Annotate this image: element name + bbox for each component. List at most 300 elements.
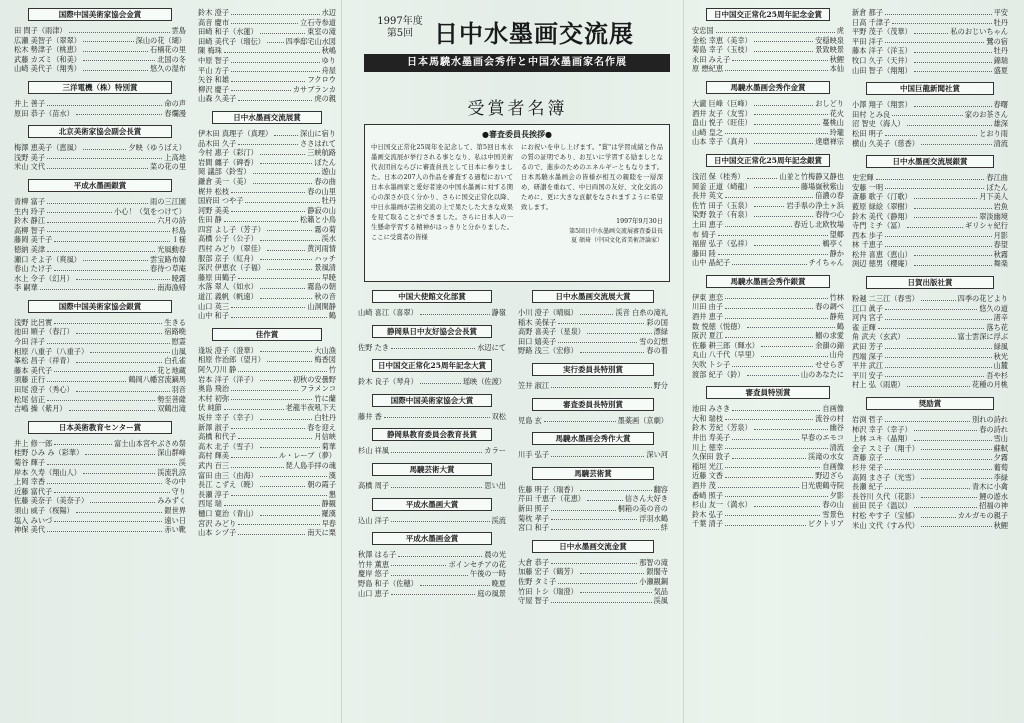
award-entry <box>14 245 186 255</box>
work-title: 三峡航路 <box>307 148 336 158</box>
work-title: 招福の神 <box>979 501 1008 511</box>
award-entry <box>198 56 336 66</box>
leader-dots <box>90 347 169 354</box>
winner-name: 福留 弘子（弘祥） <box>692 239 752 249</box>
award-entry <box>198 37 336 47</box>
work-title: フクロウ <box>307 75 336 85</box>
leader-dots <box>754 137 813 144</box>
winner-name: 山崎 皇之 <box>692 127 724 137</box>
work-title: 春近し北欧牧場 <box>793 219 844 229</box>
work-title: 初秋の安曇野 <box>292 374 336 384</box>
winner-name: 平川 安子 <box>852 370 884 380</box>
leader-dots <box>260 148 305 155</box>
work-title: ぼたん <box>314 157 336 167</box>
winner-name: 浅沼 保（桂秀） <box>692 171 745 181</box>
work-title: 安穏映泉 <box>815 35 844 45</box>
leader-dots <box>83 255 148 262</box>
leader-dots <box>47 226 170 233</box>
award-entry <box>518 558 668 568</box>
leader-dots <box>231 18 298 25</box>
leader-dots <box>47 162 148 169</box>
work-title: 牡丹 <box>993 46 1008 56</box>
winner-name: 青柳 富子 <box>14 196 46 206</box>
award-entry <box>198 480 336 490</box>
award-entry <box>852 511 1008 521</box>
award-entry <box>852 444 1008 454</box>
work-title: 花種の月桃 <box>972 380 1008 390</box>
award-entry <box>518 318 668 328</box>
winner-name: 西本 歩子 <box>852 230 884 240</box>
award-entry <box>198 85 336 95</box>
work-title: せせらぎ <box>815 360 844 370</box>
work-title: 春の調べ <box>815 302 844 312</box>
award-entry <box>852 56 1008 66</box>
award-title: 実行委員長特別賞 <box>532 363 654 376</box>
winner-name: 粉越 二三江（春雪） <box>852 294 919 304</box>
leader-dots <box>260 292 313 299</box>
award-entry <box>14 143 186 153</box>
work-title: 深い河 <box>646 450 668 460</box>
leader-dots <box>732 452 806 459</box>
work-title: 私のおじいちゃん <box>950 27 1008 37</box>
winner-name: 佐野 たき <box>358 342 390 352</box>
award-entry <box>692 201 844 211</box>
winner-name: 平野 茂子（茂華） <box>852 27 912 37</box>
leader-dots <box>76 274 170 281</box>
winner-name: 鈴木 弘子 <box>692 509 724 519</box>
winner-name: 大瀧 巨峰（巨峰） <box>692 98 752 108</box>
award-entry <box>692 322 844 332</box>
winner-name: 岩渕 哲子 <box>852 415 884 424</box>
winner-name: 井上 善子 <box>14 98 46 108</box>
leader-dots <box>725 128 828 135</box>
leader-dots <box>725 302 813 309</box>
award-section <box>358 428 506 456</box>
leader-dots <box>732 55 827 62</box>
work-title: 慰霊 <box>171 337 186 347</box>
leader-dots <box>725 331 813 338</box>
leader-dots <box>54 439 112 446</box>
winner-name: 藍原 緑絵（翠樹） <box>852 201 912 211</box>
leader-dots <box>914 501 977 508</box>
work-title: 春待つ草庵 <box>150 264 186 274</box>
award-entry <box>198 499 336 509</box>
winner-name: 川上 徳幸 <box>692 442 724 452</box>
award-entry <box>692 293 844 303</box>
award-entry <box>198 423 336 433</box>
leader-dots <box>238 519 319 526</box>
leader-dots <box>260 158 313 165</box>
award-entry <box>198 158 336 168</box>
award-entry <box>852 492 1008 502</box>
winner-name: 樋口 寛治（青山） <box>198 508 258 518</box>
work-title: 静苑 <box>829 312 844 322</box>
work-title: 彩の国 <box>646 317 668 327</box>
winner-name: 慶岸 悠子 <box>358 569 390 579</box>
winner-name: 佐藤 美奈子（美奈子） <box>14 496 89 506</box>
work-title: 上高地 <box>164 152 186 162</box>
work-title: 小心！（気をつけて） <box>114 206 186 216</box>
award-entry <box>14 525 186 535</box>
award-title: 国際中国美術家協会銀賞 <box>28 300 172 313</box>
leader-dots <box>391 560 446 567</box>
winner-name: 藤岡 美千子 <box>14 235 53 245</box>
leader-dots <box>54 487 169 494</box>
winner-name: 新倉 都子 <box>852 8 884 17</box>
winner-name: 深沢 伊恵衣（子福） <box>198 263 265 273</box>
work-title: 羅漢 <box>321 508 336 518</box>
award-entry <box>198 8 336 18</box>
work-title: 吾や杉 <box>986 370 1008 380</box>
leader-dots <box>85 448 155 455</box>
winner-name: 菊谷 輝子 <box>14 458 46 467</box>
leader-dots <box>267 355 312 362</box>
work-title: 鯉の遊水 <box>979 491 1008 501</box>
work-title: 舟屋 <box>321 65 336 75</box>
work-title: 別れの詩れ <box>972 415 1008 424</box>
work-title: 自画像 <box>822 404 844 414</box>
leader-dots <box>754 182 799 189</box>
winner-name: 酒井 恵子 <box>692 312 724 322</box>
winner-name: 原 懋紀恵 <box>692 64 724 74</box>
leader-dots <box>914 425 977 432</box>
award-title: 日中水墨画交流展大賞 <box>532 290 654 303</box>
leader-dots <box>231 206 305 213</box>
winner-name: 峯松 昌子（祥青） <box>14 356 74 366</box>
leader-dots <box>231 461 284 468</box>
work-title: 虎 <box>836 26 844 35</box>
leader-dots <box>253 177 313 184</box>
winner-name: 国府田 つや子 <box>198 196 244 206</box>
award-entry <box>358 589 506 599</box>
winner-name: 田 問子（雨津） <box>14 26 67 35</box>
leader-dots <box>260 442 320 449</box>
award-entry <box>358 550 506 560</box>
award-entry <box>852 119 1008 129</box>
award-entry <box>852 415 1008 425</box>
award-entry <box>358 481 506 491</box>
work-title: 春待つ心 <box>815 210 844 220</box>
award-section <box>518 398 668 426</box>
leader-dots <box>725 462 820 469</box>
award-entry <box>518 416 668 426</box>
work-title: 雲島 <box>171 26 186 35</box>
award-entry <box>198 225 336 235</box>
winner-name: 藤田 陸 <box>692 248 716 258</box>
award-section <box>852 397 1008 530</box>
work-title: 六月の詩 <box>157 216 186 226</box>
work-title: フラメンコ <box>300 384 336 394</box>
leader-dots <box>885 482 970 489</box>
leader-dots <box>725 519 806 526</box>
award-entry <box>692 36 844 46</box>
work-title: 悠久の道 <box>979 303 1008 313</box>
winner-name: 高音 慶市 <box>198 17 230 27</box>
work-title: 瑶映（佐渡） <box>462 377 506 387</box>
work-title: 竹に蘭 <box>314 393 336 403</box>
column-6 <box>852 8 1008 537</box>
winner-name: 藤本 洋子（洋玉） <box>852 46 912 56</box>
leader-dots <box>47 395 155 402</box>
work-title: 春を迎え <box>307 422 336 432</box>
winner-name: 松尾 信正 <box>14 394 46 404</box>
work-title: 雪の幻想 <box>639 336 668 346</box>
award-entry <box>198 490 336 500</box>
leader-dots <box>716 26 835 33</box>
work-title: 深山の花（瑚） <box>135 35 186 45</box>
work-title: 渓風 <box>653 596 668 606</box>
leader-dots <box>885 8 992 15</box>
work-title: 午後の一時 <box>470 569 506 579</box>
award-entry <box>692 45 844 55</box>
leader-dots <box>580 567 645 574</box>
winner-name: 牧口 久子（天井） <box>852 55 912 65</box>
winner-name: 相原 作治郎（望月） <box>198 355 265 365</box>
award-entry <box>14 109 186 119</box>
leader-dots <box>69 26 170 33</box>
leader-dots <box>245 196 319 203</box>
leader-dots <box>47 245 155 252</box>
work-title: 羽音 <box>171 385 186 395</box>
award-section <box>14 125 186 172</box>
award-entry <box>692 128 844 138</box>
winner-name: 雀 正輝 <box>852 322 876 332</box>
winner-name: 山口 英三 <box>198 301 230 311</box>
winner-name: 佐竹 田子（玉泉） <box>692 200 752 210</box>
award-entry <box>852 259 1008 269</box>
column-2 <box>198 8 336 545</box>
work-title: 秋鯉 <box>829 54 844 64</box>
winner-name: 桂野 ひみ み（彩華） <box>14 448 84 458</box>
leader-dots <box>238 94 312 101</box>
award-entry <box>692 443 844 453</box>
award-entry <box>198 94 336 104</box>
award-entry <box>692 172 844 182</box>
work-title: 雪景色 <box>822 509 844 519</box>
award-entry <box>14 506 186 516</box>
work-title: チイちゃん <box>808 258 844 268</box>
award-entry <box>14 255 186 265</box>
winner-name: 須山 威子（桜陽） <box>14 505 74 515</box>
leader-dots <box>914 46 992 53</box>
award-title: 奨励賞 <box>866 397 994 410</box>
work-title: 鰯の求愛 <box>815 331 844 341</box>
award-entry <box>14 274 186 284</box>
award-section <box>518 432 668 460</box>
leader-dots <box>238 528 305 535</box>
winner-name: 高岡 まさ子（光雪） <box>852 472 919 482</box>
award-entry <box>14 55 186 65</box>
winner-name: 安忠国 <box>692 26 714 35</box>
award-title: 日賀出版社賞 <box>866 276 994 289</box>
work-title: 四季邸宅山水図 <box>285 36 336 46</box>
award-entry <box>692 230 844 240</box>
leader-dots <box>558 318 644 325</box>
leader-dots <box>47 477 162 484</box>
winner-name: 水落 翠人（如水） <box>198 282 258 292</box>
award-entry <box>198 66 336 76</box>
winner-name: 小川 澄子（晴風） <box>518 308 578 317</box>
award-title: 馬驍芸術賞 <box>532 467 654 480</box>
work-title: 渓流乳涼 <box>157 467 186 477</box>
leader-dots <box>754 118 821 125</box>
work-title: 深山群峰 <box>157 448 186 458</box>
award-entry <box>14 197 186 207</box>
award-section <box>692 386 844 529</box>
winner-name: 藤井 香 <box>358 411 382 421</box>
leader-dots <box>83 64 148 71</box>
leader-dots <box>231 394 312 401</box>
award-entry <box>852 202 1008 212</box>
work-title: 竹 <box>328 365 336 374</box>
work-title: 暁霧 <box>171 273 186 283</box>
work-title: 赤い靴 <box>164 525 186 535</box>
work-title: 庭の風景 <box>477 588 506 598</box>
leader-dots <box>54 318 162 325</box>
leader-dots <box>885 453 992 460</box>
leader-dots <box>876 173 985 180</box>
leader-dots <box>47 458 177 465</box>
award-entry <box>198 46 336 56</box>
leader-dots <box>76 109 163 116</box>
award-entry <box>14 99 186 109</box>
award-title: 審査委員長特別賞 <box>532 398 654 411</box>
winner-name: 金子 スミ子（翔千） <box>852 443 919 453</box>
work-title: 四季の花どより <box>957 294 1008 304</box>
award-entry <box>692 350 844 360</box>
work-title: 春江曲 <box>986 173 1008 183</box>
award-title: 国際中国美術家協会金賞 <box>28 8 172 21</box>
award-entry <box>198 365 336 375</box>
work-title: 富士山本宮やぶさめ祭 <box>114 438 186 448</box>
header-year: 1997年度 <box>377 16 423 27</box>
award-entry <box>852 482 1008 492</box>
work-title: 蔓桃山 <box>822 118 844 128</box>
award-entry <box>852 173 1008 183</box>
award-entry <box>14 337 186 347</box>
winner-name: 長瀬 淳子 <box>198 489 230 499</box>
award-title: 馬驍水墨画会秀作大賞 <box>532 432 654 445</box>
winner-name: 伏 純節 <box>198 403 222 413</box>
award-entry <box>692 118 844 128</box>
leader-dots <box>725 491 828 498</box>
winner-name: 徳納 美津 <box>14 244 46 254</box>
leader-dots <box>231 311 327 318</box>
award-entry <box>198 413 336 423</box>
winner-name: 村松 やす子（宝郁） <box>852 510 919 520</box>
leader-dots <box>260 346 313 353</box>
work-title: 遊山 <box>321 167 336 177</box>
work-title: 富士雲深に浮ぶ <box>957 332 1008 342</box>
award-section <box>692 154 844 268</box>
leader-dots <box>47 153 162 160</box>
winner-name: 浅野 美子 <box>14 152 46 162</box>
award-section <box>14 81 186 118</box>
winner-name: 高木 北子（雪子） <box>198 441 258 451</box>
winner-name: 佐藤 耕三郎（輝水） <box>692 340 759 350</box>
award-entry <box>692 191 844 201</box>
leader-dots <box>391 446 482 453</box>
award-section <box>14 300 186 414</box>
leader-dots <box>580 587 652 594</box>
work-title: 菊華 <box>321 441 336 451</box>
work-title: 菜の花の里 <box>150 162 186 172</box>
leader-dots <box>921 492 977 499</box>
award-entry <box>692 360 844 370</box>
leader-dots <box>885 231 992 238</box>
greeting-text-right <box>521 143 663 245</box>
award-title: 平成水墨画銀賞 <box>28 179 172 192</box>
work-title: 蘇軾 <box>993 443 1008 453</box>
leader-dots <box>551 558 637 565</box>
leader-dots <box>580 485 652 492</box>
award-entry <box>14 26 186 36</box>
work-title: 朝の霞子 <box>307 480 336 490</box>
winner-name: 高野 喜美子（星泉） <box>518 327 585 337</box>
work-title: 緑風 <box>993 342 1008 352</box>
award-section <box>14 421 186 535</box>
leader-dots <box>907 332 956 339</box>
leader-dots <box>885 361 992 368</box>
greeting-text-left: 中日国交正常化25周年を記念して、第5回日本水墨画交流展が挙行される事となり、私は中国美術代表団員ならびに審査員長として日本に参りました。日本の207人の作品を審査する過程において日本水墨画家と愛好者達の中国水墨画に対する関心の深さが良く分かり、さらに国交正常化以降、中日水墨画が芸術交流の上で果たした大きな成果を見て取ることができました。さらに日本人の一生懸命学習する精神がはっきりと分かりました。ここに受賞者の皆様 <box>371 144 513 241</box>
winner-name: 山田 智子（翔翔） <box>852 65 912 75</box>
leader-dots <box>551 504 616 511</box>
award-entry <box>692 462 844 472</box>
leader-dots <box>90 496 155 503</box>
winner-name: 野路 浅三（宏修） <box>518 346 578 356</box>
work-title: 秋鯉 <box>993 520 1008 530</box>
leader-dots <box>47 525 162 532</box>
work-title: 瀞嶺 <box>491 308 506 317</box>
leader-dots <box>885 352 992 359</box>
leader-dots <box>238 432 312 439</box>
work-title: 秋の音 <box>314 292 336 302</box>
work-title: 晩夏 <box>491 578 506 588</box>
work-title: 山のあなたに <box>800 369 844 379</box>
winner-name: 守屋 智子 <box>518 596 550 606</box>
award-entry <box>692 414 844 424</box>
award-entry <box>852 425 1008 435</box>
award-entry <box>14 477 186 487</box>
award-title: 日本美術教育センター賞 <box>28 421 172 434</box>
award-entry <box>14 448 186 458</box>
award-entry <box>518 308 668 318</box>
work-title: おしどり <box>815 98 844 108</box>
leader-dots <box>260 413 313 420</box>
award-section <box>14 179 186 293</box>
award-entry <box>14 327 186 337</box>
winner-name: 上岡 幸香 <box>14 477 46 487</box>
award-entry <box>692 239 844 249</box>
award-entry <box>14 162 186 172</box>
award-title: 日中水墨画交流展銀賞 <box>866 155 994 168</box>
award-entry <box>198 148 336 158</box>
winner-name: 前田 民子（温以） <box>852 501 912 511</box>
leader-dots <box>747 370 799 377</box>
work-title: 墨薬画（京劇） <box>617 415 668 425</box>
work-title: 春の曲 <box>314 176 336 186</box>
award-entry <box>692 99 844 109</box>
leader-dots <box>420 308 490 315</box>
work-title: 白孔雀 <box>164 356 186 366</box>
winner-name: 久保田 敦子 <box>692 452 731 462</box>
winner-name: 平井 武江 <box>852 361 884 371</box>
work-title: 夕映（ゆうばえ） <box>128 143 186 153</box>
work-title: 盛夏 <box>993 65 1008 75</box>
award-entry <box>198 129 336 139</box>
leader-dots <box>761 341 813 348</box>
work-title: 玲瓏 <box>829 127 844 137</box>
